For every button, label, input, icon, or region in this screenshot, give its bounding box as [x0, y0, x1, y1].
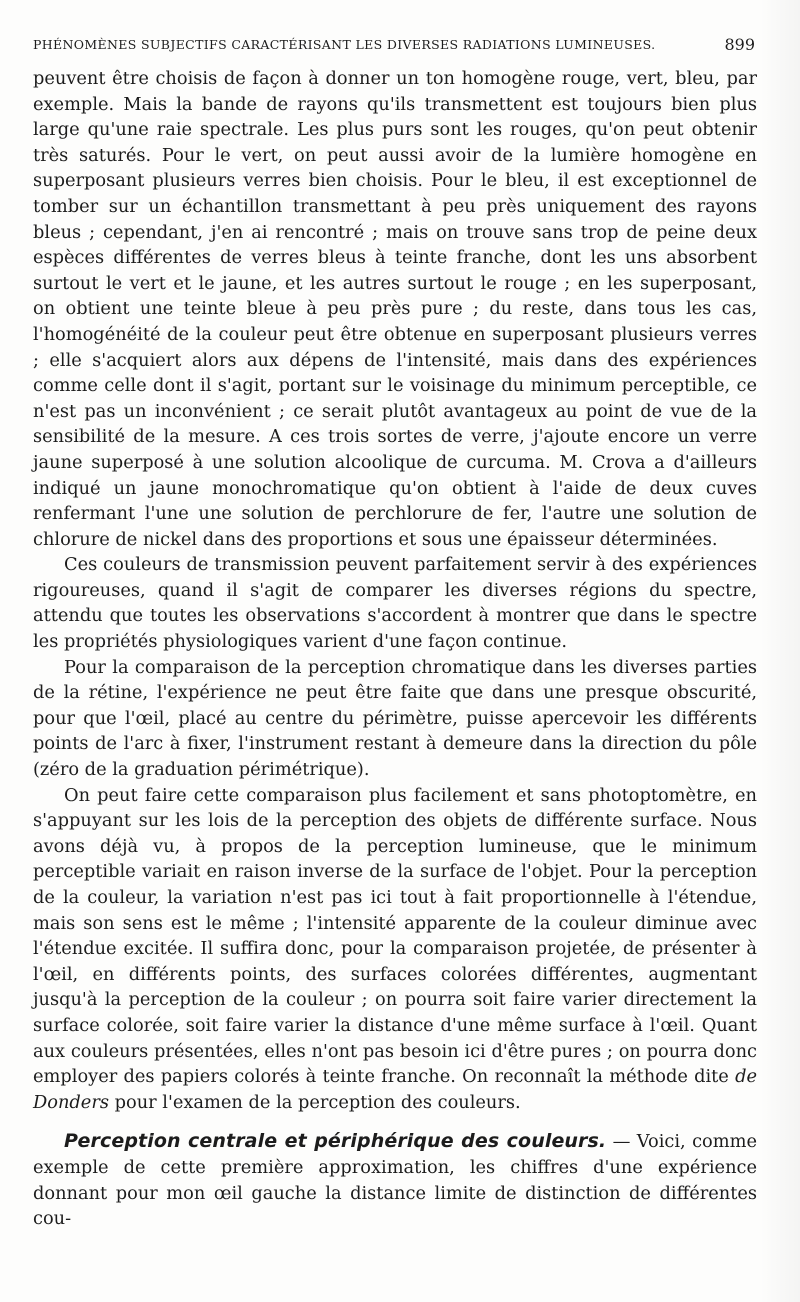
page-edge-shadow	[760, 0, 800, 1302]
donders-italic: de Donders	[33, 1066, 757, 1113]
paragraph-donders-method	[33, 783, 757, 1116]
paragraph-transmission-colors: Ces couleurs de transmission peuvent parfaitement servir à des expériences rigoureuses, quand il s'agit de comparer les diverses régions du spectre, attendu que toutes les observations s'accordent à montrer que dans le spectre les propriétés physiologiques varient d'une façon continue.	[33, 554, 757, 653]
paragraph-continuation: peuvent être choisis de façon à donner un ton homogène rouge, vert, bleu, par exemple. Mais la bande de rayons qu'ils transmettent est toujours bien plus large qu'une raie spectrale. Les plus purs sont les rouges, qu'on peut obtenir très saturés. Pour le vert, on peut aussi avoir de la lumière homogène en superposant plusieurs verres bien choisis. Pour le bleu, il est exceptionnel de tomber sur un échantillon transmettant à peu près uniquement des rayons bleus ; cependant, j'en ai rencontré ; mais on trouve sans trop de peine deux espèces différentes de verres bleus à teinte franche, dont les uns absorbent surtout le vert et le jaune, et les autres surtout le rouge ; en les superposant, on obtient une teinte bleue à peu près pure ; du reste, dans tous les cas, l'homogénéité de la couleur peut être obtenue en superposant plusieurs verres ; elle s'acquiert alors aux dépens de l'intensité, mais dans des expériences comme celle dont il s'agit, portant sur le voisinage du minimum perceptible, ce n'est pas un inconvénient ; ce serait plutôt avantageux au point de vue de la sensibilité de la mesure. A ces trois sortes de verre, j'ajoute encore un verre jaune superposé à une solution alcoolique de curcuma. M. Crova a d'ailleurs indiqué un jaune monochromatique qu'on obtient à l'aide de deux cuves renfermant l'une une solution de perchlorure de fer, l'autre une solution de chlorure de nickel dans des proportions et sous une épaisseur déterminées.	[33, 68, 757, 550]
section-paragraph	[33, 1129, 757, 1231]
donders-text-after: pour l'examen de la perception des couleurs.	[114, 1091, 521, 1113]
page-number: 899	[724, 35, 755, 54]
section-text: — Voici, comme exemple de cette première approximation, les chiffres d'une expérience donnant pour mon œil gauche la distance limite de distinction de différentes cou-	[33, 1131, 757, 1230]
running-header	[33, 34, 755, 56]
body-text	[33, 66, 757, 1232]
section-heading: Perception centrale et périphérique des couleurs.	[64, 1130, 607, 1153]
donders-text-before: On peut faire cette comparaison plus facilement et sans photoptomètre, en s'appuyant sur les lois de la perception des objets de différente surface. Nous avons déjà vu, à propos de la perception lumineuse, que le minimum perceptible variait en raison inverse de la surface de l'objet. Pour la perception de la couleur, la variation n'est pas ici tout à fait proportionnelle à l'étendue, mais son sens est le même ; l'intensité apparente de la couleur diminue avec l'étendue excitée. Il suffira donc, pour la comparaison projetée, de présenter à l'œil, en différents points, des surfaces colorées différentes, augmentant jusqu'à la perception de la couleur ; on pourra soit faire varier directement la surface colorée, soit faire varier la distance d'une même surface à l'œil. Quant aux couleurs présentées, elles n'ont pas besoin ici d'être pures ; on pourra donc employer des papiers colorés à teinte franche. On reconnaît la méthode dite	[33, 784, 757, 1088]
running-title: PHÉNOMÈNES SUBJECTIFS CARACTÉRISANT LES DIVERSES RADIATIONS LUMINEUSES.	[33, 37, 656, 52]
paragraph-retina-comparison: Pour la comparaison de la perception chromatique dans les diverses parties de la rétine, l'expérience ne peut être faite que dans une presque obscurité, pour que l'œil, placé au centre du périmètre, puisse apercevoir les différents points de l'arc à fixer, l'instrument restant à demeure dans la direction du pôle (zéro de la graduation périmétrique).	[33, 656, 757, 781]
